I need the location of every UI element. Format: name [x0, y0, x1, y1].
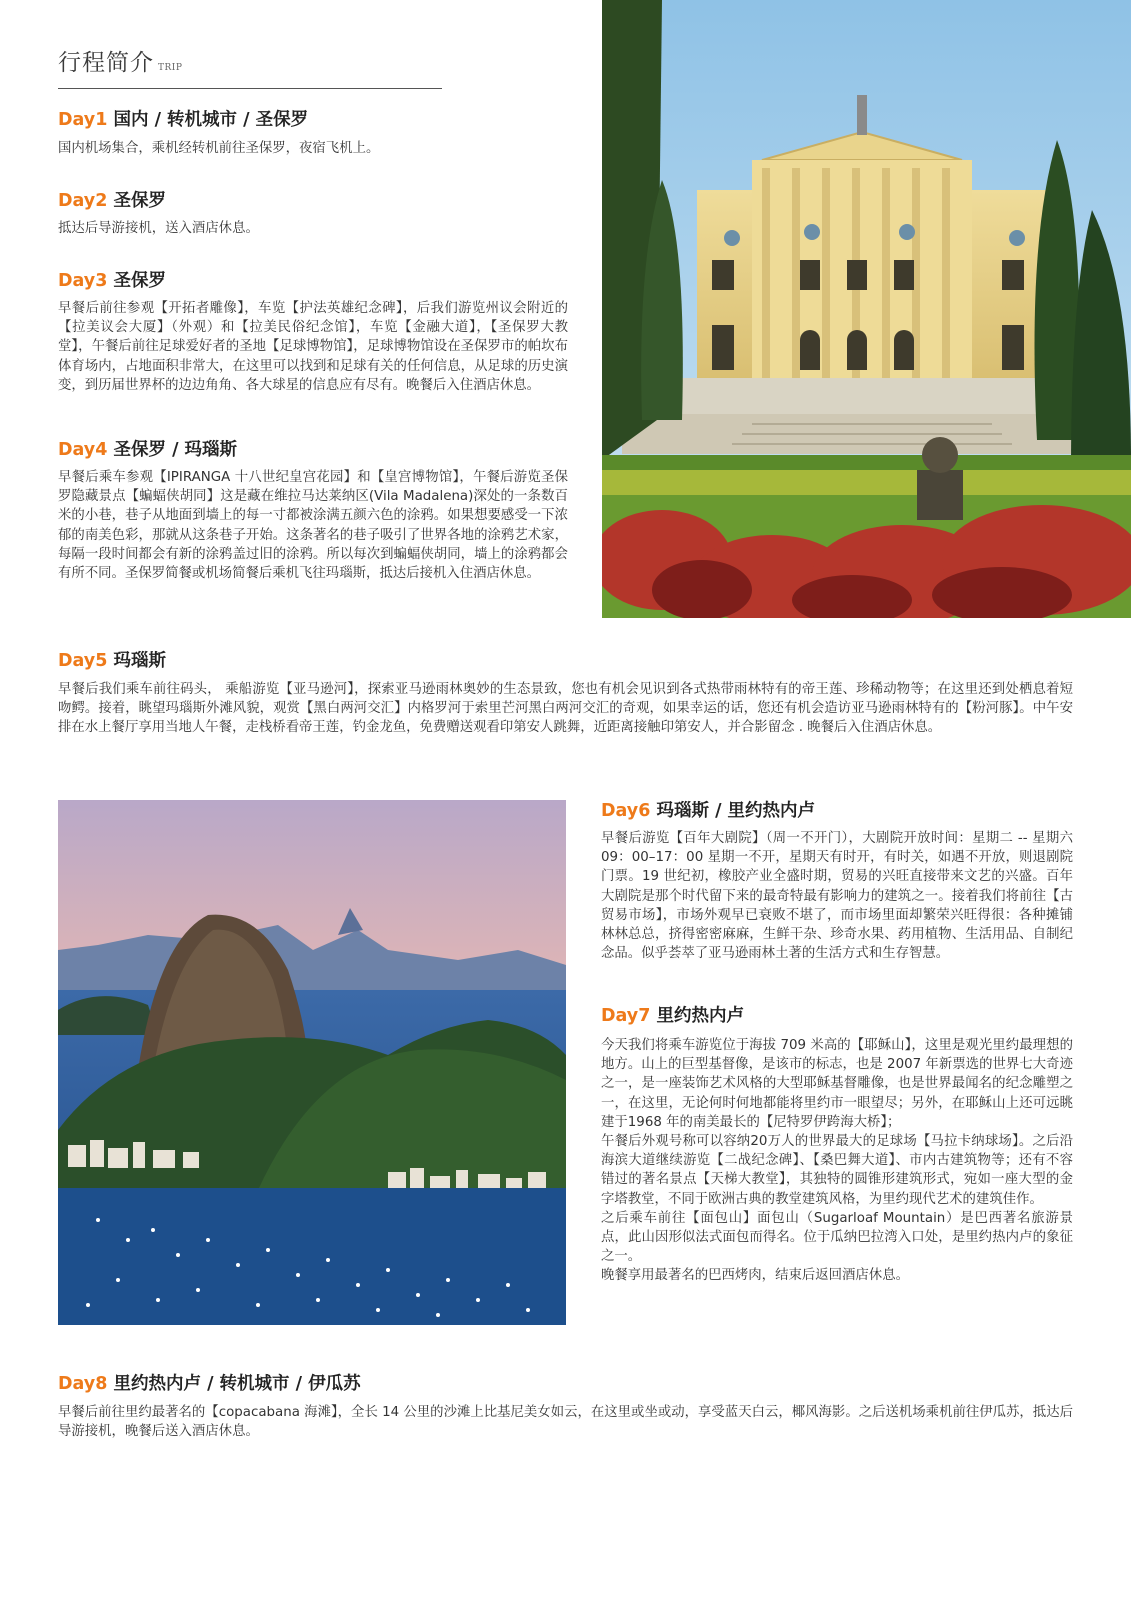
day3-heading — [58, 270, 166, 292]
title-subtitle: TRIP — [158, 63, 183, 73]
day8-number: Day8 — [58, 1374, 108, 1394]
sugarloaf-mountain-illustration — [58, 800, 566, 1325]
day2-heading — [58, 190, 166, 212]
day5-paragraph: 早餐后我们乘车前往码头， 乘船游览【亚马逊河】，探索亚马逊雨林奥妙的生态景致，您也有机会见识到各式热带雨林特有的帝王莲、珍稀动物等；在这里还到处栖息着短吻鳄。接着，眺望玛瑙斯外滩风貌，观赏【黑白两河交汇】内格罗河于索里芒河黑白两河交汇的奇观，如果幸运的话，您还有机会造访亚马逊雨林特有的【粉河豚】。中午安排在水上餐厅享用当地人午餐，走栈桥看帝王莲，钓金龙鱼，免费赠送观看印第安人跳舞，近距离接触印第安人，并合影留念 . 晚餐后入住酒店休息。 — [58, 682, 1073, 736]
day7-paragraph-1: 今天我们将乘车游览位于海拔 709 米高的【耶稣山】，这里是观光里约最理想的地方。山上的巨型基督像，是该市的标志，也是 2007 年新票选的世界七大奇迹之一，是一座装饰艺术风格的大型耶稣基督雕像，也是世界最闻名的纪念雕塑之一，在这里，无论何时何地都能将里约市一眼望尽；另外，在耶稣山上还可远眺建于1968 年的南美最长的【尼特罗伊跨海大桥】； — [601, 1038, 1073, 1130]
day7-paragraph-2: 午餐后外观号称可以容纳20万人的世界最大的足球场【马拉卡纳球场】。之后沿海滨大道继续游览【二战纪念碑】、【桑巴舞大道】、市内古建筑物等；还有不容错过的著名景点【天梯大教堂】，其独特的圆锥形建筑形式，宛如一座大型的金字塔教堂，不同于欧洲古典的教堂建筑风格，为里约现代艺术的建筑佳作。 — [601, 1134, 1073, 1207]
day8-heading — [58, 1373, 361, 1395]
day1-route: 国内 / 转机城市 / 圣保罗 — [107, 110, 309, 130]
day5-route: 玛瑙斯 — [107, 651, 166, 671]
day5-heading — [58, 650, 166, 672]
ipiranga-museum-illustration — [602, 0, 1131, 618]
day6-paragraph: 早餐后游览【百年大剧院】（周一不开门），大剧院开放时间：星期二 -- 星期六 09：00–17：00 星期一不开，星期天有时开，有时关，如遇不开放，则退剧院门票。19 世纪初，橡胶产业全盛时期，贸易的兴旺直接带来文艺的兴盛。百年大剧院是那个时代留下来的最奇特最有影响力的建筑之一。接着我们将前往【古贸易市场】，市场外观早已衰败不堪了，而市场里面却繁荣兴旺得很：各种摊铺林林总总，挤得密密麻麻，生鲜干杂、珍奇水果、药用植物、生活用品、自制纪念品。似乎荟萃了亚马逊雨林土著的生活方式和生存智慧。 — [601, 831, 1073, 962]
page-title — [58, 44, 182, 77]
day3-number: Day3 — [58, 271, 108, 291]
day6-description — [601, 829, 1073, 963]
day1-number: Day1 — [58, 110, 108, 130]
day4-number: Day4 — [58, 440, 108, 460]
day3-paragraph: 早餐后前往参观【开拓者雕像】，车览【护法英雄纪念碑】，后我们游览州议会附近的【拉美议会大厦】（外观）和【拉美民俗纪念馆】，车览【金融大道】，【圣保罗大教堂】，午餐后前往足球爱好者的圣地【足球博物馆】，足球博物馆设在圣保罗市的帕坎布体育场内，占地面积非常大，在这里可以找到和足球有关的任何信息，从足球的历史演变，到历届世界杯的边边角角、各大球星的信息应有尽有。晚餐后入住酒店休息。 — [58, 301, 568, 393]
day7-description — [601, 1036, 1073, 1286]
day3-description — [58, 299, 568, 395]
day8-paragraph: 早餐后前往里约最著名的【copacabana 海滩】，全长 14 公里的沙滩上比基尼美女如云，在这里或坐或动，享受蓝天白云，椰风海影。之后送机场乘机前往伊瓜苏，抵达后导游接机，晚餐后送入酒店休息。 — [58, 1405, 1073, 1440]
day7-route: 里约热内卢 — [650, 1006, 744, 1026]
day1-paragraph: 国内机场集合，乘机经转机前往圣保罗，夜宿飞机上。 — [58, 141, 380, 156]
ipiranga-museum-photo — [602, 0, 1131, 618]
day7-heading — [601, 1005, 744, 1027]
day5-number: Day5 — [58, 651, 108, 671]
day3-route: 圣保罗 — [107, 271, 166, 291]
day4-description — [58, 468, 568, 583]
day2-route: 圣保罗 — [107, 191, 166, 211]
day1-heading — [58, 109, 308, 131]
day4-paragraph: 早餐后乘车参观【IPIRANGA 十八世纪皇宫花园】和【皇宫博物馆】，午餐后游览圣保罗隐藏景点【蝙蝠侠胡同】这是藏在维拉马达莱纳区(Vila Madalena)深处的一条数百米的小巷，巷子从地面到墙上的每一寸都被涂满五颜六色的涂鸦。如果想要感受一下浓郁的南美色彩，那就从这条巷子开始。这条著名的巷子吸引了世界各地的涂鸦艺术家，每隔一段时间都会有新的涂鸦盖过旧的涂鸦。所以每次到蝙蝠侠胡同，墙上的涂鸦都会有所不同。圣保罗简餐或机场简餐后乘机飞往玛瑙斯，抵达后接机入住酒店休息。 — [58, 470, 568, 582]
day1-description — [58, 139, 568, 158]
day2-description — [58, 219, 568, 238]
day6-route: 玛瑙斯 / 里约热内卢 — [650, 801, 816, 821]
day6-number: Day6 — [601, 801, 651, 821]
day7-paragraph-4: 晚餐享用最著名的巴西烤肉，结束后返回酒店休息。 — [601, 1268, 909, 1284]
title-divider — [58, 88, 442, 89]
day7-paragraph-3: 之后乘车前往【面包山】面包山（Sugarloaf Mountain）是巴西著名旅游景点，此山因形似法式面包而得名。位于瓜纳巴拉湾入口处，是里约热内卢的象征之一。 — [601, 1210, 1073, 1265]
day2-number: Day2 — [58, 191, 108, 211]
day8-route: 里约热内卢 / 转机城市 / 伊瓜苏 — [107, 1374, 361, 1394]
day2-paragraph: 抵达后导游接机，送入酒店休息。 — [58, 221, 259, 236]
day5-description — [58, 680, 1073, 738]
day8-description — [58, 1403, 1073, 1441]
day6-heading — [601, 800, 815, 822]
sugarloaf-mountain-photo — [58, 800, 566, 1325]
title-text: 行程简介 — [58, 50, 154, 76]
day4-heading — [58, 439, 237, 461]
day7-number: Day7 — [601, 1006, 651, 1026]
day4-route: 圣保罗 / 玛瑙斯 — [107, 440, 238, 460]
